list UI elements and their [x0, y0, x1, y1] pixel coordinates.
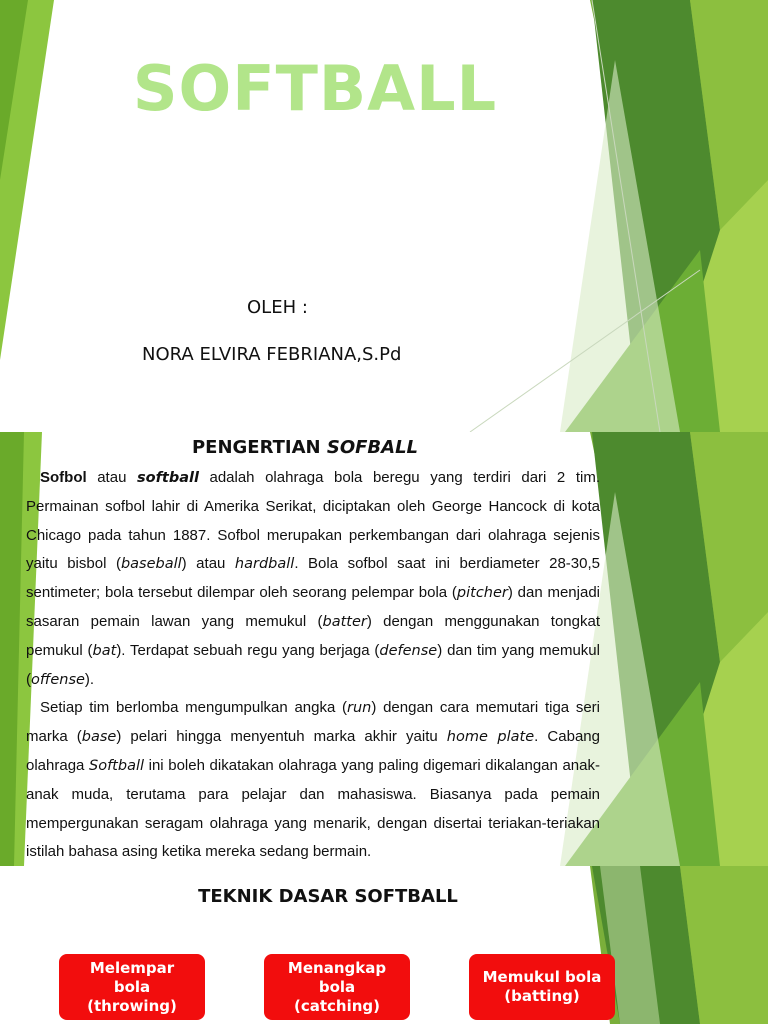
text-run: ) atau: [181, 555, 235, 573]
text-run: ) dengan menggunakan tongkat pemukul (: [26, 612, 600, 659]
author-name: NORA ELVIRA FEBRIANA,S.Pd: [142, 344, 402, 365]
text-run: atau: [86, 469, 137, 486]
text-run: offense: [31, 671, 85, 688]
text-run: ).: [84, 670, 95, 688]
definition-body: [26, 464, 600, 867]
catching-button[interactable]: Menangkap bola (catching): [264, 954, 410, 1020]
text-run: ini boleh dikatakan olahraga yang paling digemari dikalangan anak-anak muda, terutama para pelajar dan mahasiswa. Biasanya pada pemain mempergunakan seragam olahraga yang menarik, dengan disertai teriakan-teriakan istilah bahasa asing ketika mereka sedang bermain.: [26, 756, 600, 861]
text-run: . Cabang olahraga: [26, 728, 600, 774]
text-run: run: [347, 700, 372, 717]
throwing-button[interactable]: Melempar bola (throwing): [59, 954, 205, 1020]
definition-heading: [0, 437, 610, 458]
text-run: ) dan menjadi sasaran pemain lawan yang memukul (: [26, 584, 600, 630]
text-run: home plate: [446, 729, 535, 746]
definition-heading-term: SOFBALL: [326, 437, 419, 458]
text-run: Setiap tim berlomba mengumpulkan angka (: [40, 699, 348, 717]
text-run: Sofbol: [40, 469, 87, 486]
text-run: hardball: [234, 556, 295, 573]
text-run: softball: [136, 470, 199, 486]
text-run: adalah olahraga bola beregu yang terdiri dari 2 tim. Permainan sofbol lahir di Amerika Serikat, diciptakan oleh George Hancock di kota Chicago pada tahun 1887. Sofbol merupakan perkembangan dari olahraga sejenis yaitu bisbol (: [26, 469, 601, 573]
text-run: Softball: [89, 757, 145, 774]
by-label: OLEH :: [247, 297, 308, 318]
text-run: baseball: [120, 556, 182, 573]
slide-title-text: SOFTBALL: [132, 52, 498, 125]
slide-title: [0, 0, 768, 432]
text-run: defense: [379, 642, 438, 659]
definition-paragraph-2: [26, 694, 600, 867]
text-run: . Bola sofbol saat ini berdiameter 28-30,5 sentimeter; bola tersebut dilempar oleh seorang pelempar bola (: [26, 555, 600, 602]
text-run: ) dengan cara memutari tiga seri marka (: [26, 699, 601, 746]
batting-button[interactable]: Memukul bola (batting): [469, 954, 615, 1020]
text-run: ) dan tim yang memukul (: [26, 641, 600, 688]
text-run: bat: [92, 642, 117, 659]
text-run: batter: [322, 613, 367, 630]
definition-heading-prefix: PENGERTIAN: [191, 437, 327, 458]
definition-paragraph-1: [26, 464, 600, 694]
text-run: ) pelari hingga menyentuh marka akhir yaitu: [116, 728, 447, 746]
text-run: pitcher: [456, 585, 508, 602]
text-run: ). Terdapat sebuah regu yang berjaga (: [116, 641, 380, 659]
text-run: base: [81, 729, 117, 746]
techniques-heading: TEKNIK DASAR SOFTBALL: [198, 886, 458, 907]
